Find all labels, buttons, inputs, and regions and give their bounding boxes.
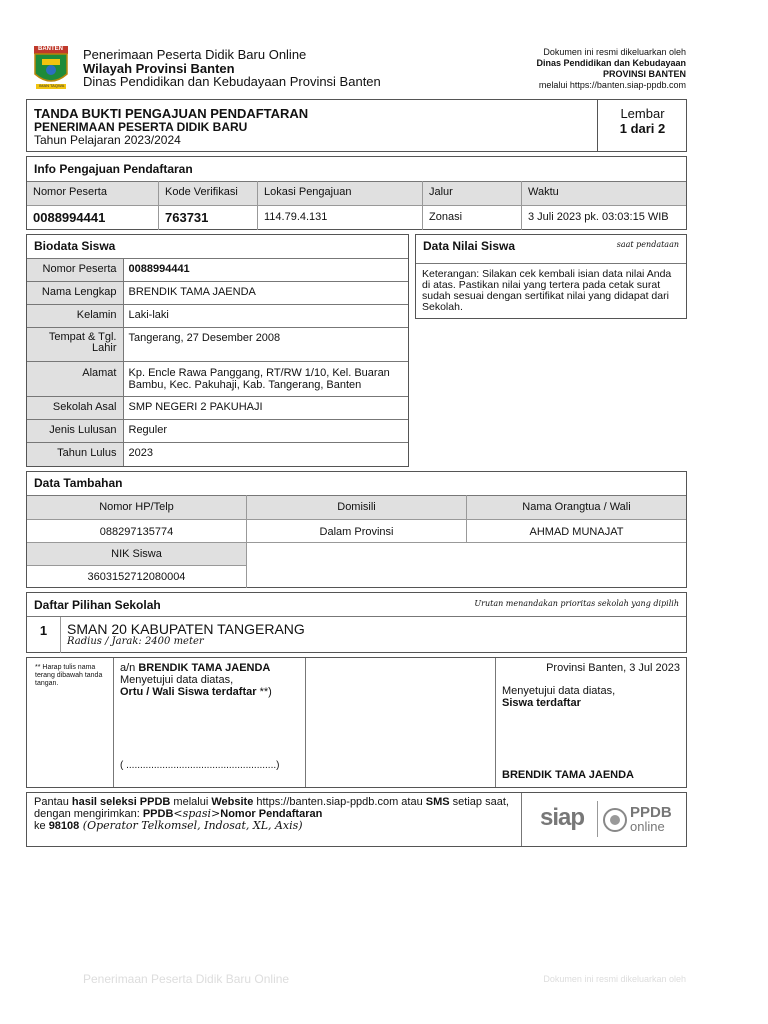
pilihan-heading: Daftar Pilihan Sekolah [34,598,161,612]
ghost-right: Dokumen ini resmi dikeluarkan oleh [543,974,686,984]
footer-l2d: Nomor Pendaftaran [220,808,323,820]
title-year: Tahun Pelajaran 2023/2024 [34,133,181,147]
nik-value: 3603152712080004 [27,565,246,588]
header-right2: Dinas Pendidikan dan Kebudayaan [536,58,686,68]
biodata-label: Nomor Peserta [27,259,123,282]
siswa-label: Siswa terdaftar [502,697,581,709]
ghost-left: Penerimaan Peserta Didik Baru Online [83,972,290,986]
tambahan-header-domisili: Domisili [247,495,466,519]
header-line3: Dinas Pendidikan dan Kebudayaan Provinsi Banten [83,74,381,89]
biodata-row [27,420,408,443]
online-logo-text: online [630,819,665,834]
footer-l1g: setiap saat, [449,796,509,808]
ortu-suffix: **) [256,686,272,698]
logo-top-text: BANTEN [38,46,63,52]
biodata-value: Kp. Encle Rawa Panggang, RT/RW 1/10, Kel. Buaran Bambu, Kec. Pakuhaji, Kab. Tangerang, Banten [123,362,408,397]
biodata-value: Laki-laki [123,305,408,328]
info-col-nomor [27,181,159,230]
biodata-label: Alamat [27,362,123,397]
info-header-kode: Kode Verifikasi [165,186,238,198]
tambahan-value-hp: 088297135774 [27,519,246,542]
biodata-heading: Biodata Siswa [34,239,116,253]
logo-divider [597,801,598,837]
an-name: BRENDIK TAMA JAENDA [138,662,271,674]
footer-text [34,797,514,832]
biodata-label: Nama Lengkap [27,282,123,305]
footer-line1 [34,797,514,808]
footer-l3b: 98108 [48,820,80,832]
biodata-label: Kelamin [27,305,123,328]
footer-l3c: (Operator Telkomsel, Indosat, XL, Axis) [79,819,303,832]
nilai-section [415,234,687,319]
footer-l1d: Website [211,796,254,808]
tambahan-value-domisili: Dalam Provinsi [247,519,466,542]
tambahan-header-hp: Nomor HP/Telp [27,495,246,519]
tambahan-value-ortu: AHMAD MUNAJAT [467,519,686,542]
title-box [26,99,687,152]
biodata-value: BRENDIK TAMA JAENDA [123,282,408,305]
footer-l1a: Pantau [34,796,72,808]
pilihan-note: Urutan menandakan prioritas sekolah yang dipilih [474,599,679,608]
biodata-table [27,258,408,466]
nik-label: NIK Siswa [27,542,246,565]
pilihan-school-name: SMAN 20 KABUPATEN TANGERANG [67,621,305,637]
biodata-label: Tahun Lulus [27,443,123,466]
lembar-value: 1 dari 2 [619,121,666,136]
biodata-label: Sekolah Asal [27,397,123,420]
info-value-nomor: 0088994441 [27,205,158,229]
signature-empty-cell [306,658,496,787]
info-header-jalur: Jalur [429,186,453,198]
lembar-box [597,100,687,151]
info-header-nomor: Nomor Peserta [33,186,107,198]
info-col-kode [159,181,258,230]
biodata-row [27,362,408,397]
footer-l1c: melalui [170,796,212,808]
siap-logo: siap [540,804,585,831]
info-heading: Info Pengajuan Pendaftaran [34,162,193,176]
tambahan-section [26,471,687,588]
biodata-value: 2023 [123,443,408,466]
logo-bottom-text: IMAN TAQWA [39,83,65,88]
footer-l3a: ke [34,820,49,832]
footer-line3 [34,820,514,832]
biodata-row [27,305,408,328]
footer-l2c: <spasi> [173,807,221,820]
header-right [536,47,686,91]
tambahan-heading: Data Tambahan [34,476,123,490]
biodata-value: 0088994441 [123,259,408,282]
tambahan-empty [247,542,686,588]
info-header-waktu: Waktu [528,186,559,198]
info-value-waktu: 3 Juli 2023 pk. 03:03:15 WIB [522,205,686,228]
biodata-value: Reguler [123,420,408,443]
tambahan-header-ortu: Nama Orangtua / Wali [467,495,686,519]
info-value-lokasi: 114.79.4.131 [258,205,422,228]
signature-section [26,657,687,788]
header-line2: Wilayah Provinsi Banten [83,61,235,76]
info-col-jalur [423,181,522,230]
banten-logo [30,44,72,92]
footer-logo-cell [521,793,686,846]
info-header-lokasi: Lokasi Pengajuan [264,186,352,198]
title-main: TANDA BUKTI PENGAJUAN PENDAFTARAN [34,106,309,121]
signature-siswa-cell [496,658,686,787]
agree-ortu: Menyetujui data diatas, [120,674,234,686]
nilai-note: saat pendataan [616,240,679,249]
header-right3: PROVINSI BANTEN [602,69,686,79]
tambahan-col-ortu [467,495,686,542]
ortu-label: Ortu / Wali Siswa terdaftar [120,686,257,698]
info-col-waktu [522,181,686,230]
ppdb-logo-icon [602,807,628,836]
biodata-value: Tangerang, 27 Desember 2008 [123,328,408,362]
biodata-row [27,328,408,362]
biodata-row [27,259,408,282]
footer-l2a: dengan mengirimkan: [34,808,143,820]
biodata-row [27,282,408,305]
lembar-label: Lembar [620,106,665,121]
biodata-row [27,397,408,420]
info-col-lokasi [258,181,423,230]
info-section [26,156,687,230]
title-sub: PENERIMAAN PESERTA DIDIK BARU [34,120,248,134]
info-value-jalur: Zonasi [423,205,521,228]
footer-l1f: SMS [425,796,450,808]
nilai-heading: Data Nilai Siswa [423,239,516,253]
biodata-section [26,234,409,467]
header-right1: Dokumen ini resmi dikeluarkan oleh [543,47,686,57]
ppdb-logo-text: PPDB [630,804,672,821]
pilihan-section [26,592,687,653]
tambahan-col-hp [27,495,247,588]
siswa-name: BRENDIK TAMA JAENDA [502,769,634,781]
pilihan-number: 1 [27,617,61,653]
nilai-keterangan: Keterangan: Silakan cek kembali isian data nilai Anda di atas. Pastikan nilai yang tertera pada cetak surat sudah sesuai dengan sertifikat nilai yang didapat dari Sekolah. [416,263,686,318]
biodata-label: Tempat & Tgl. Lahir [27,328,123,362]
place-date: Provinsi Banten, 3 Jul 2023 [546,662,680,674]
signature-dots: ( ......................................................) [120,760,280,771]
header-line1: Penerimaan Peserta Didik Baru Online [83,47,307,62]
header-right4: melalui https://banten.siap-ppdb.com [538,80,686,90]
footer-l1e: https://banten.siap-ppdb.com atau [253,796,426,808]
footer-l2b: PPDB [142,808,174,820]
footer-section [26,792,687,847]
footer-l1b: hasil seleksi PPDB [71,796,171,808]
agree-siswa: Menyetujui data diatas, [502,685,616,697]
biodata-row [27,443,408,466]
biodata-value: SMP NEGERI 2 PAKUHAJI [123,397,408,420]
tambahan-col-domisili [247,495,467,542]
signature-ortu-cell [113,658,306,787]
pilihan-radius: Radius / Jarak: 2400 meter [67,636,204,647]
biodata-label: Jenis Lulusan [27,420,123,443]
an-prefix: a/n [120,662,136,674]
signature-note: ** Harap tulis nama terang dibawah tanda tangan. [35,664,103,687]
pilihan-item [27,616,686,653]
info-value-kode: 763731 [159,205,257,229]
